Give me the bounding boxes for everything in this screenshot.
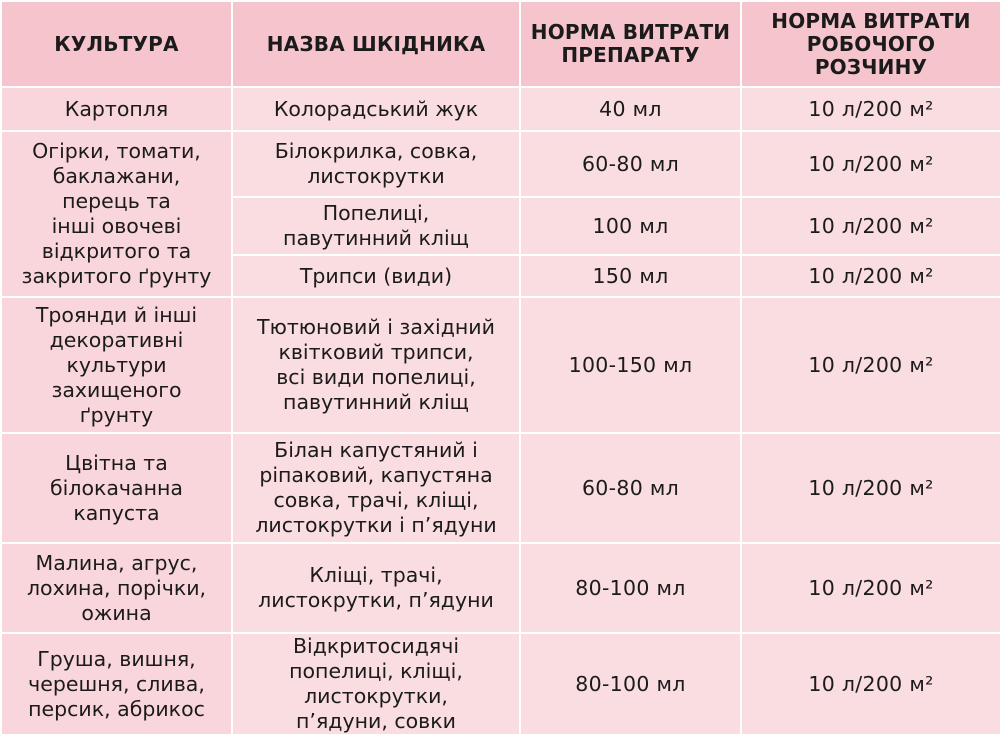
pest-cell: Тютюновий і західний квітковий трипси, всі види попелиці, павутинний кліщ — [232, 297, 520, 433]
header-solution-rate: НОРМА ВИТРАТИ РОБОЧОГО РОЗЧИНУ — [741, 1, 1000, 87]
pest-cell: Відкритосидячі попелиці, кліщі, листокрутки, п’ядуни, совки — [232, 633, 520, 735]
pest-cell: Колорадський жук — [232, 87, 520, 131]
solution-cell: 10 л/200 м² — [741, 543, 1000, 633]
crop-cell: Цвітна та білокачанна капуста — [1, 433, 232, 543]
crop-cell: Троянди й інші декоративні культури захищеного ґрунту — [1, 297, 232, 433]
rate-cell: 80-100 мл — [520, 543, 741, 633]
crop-cell: Малина, агрус, лохина, порічки, ожина — [1, 543, 232, 633]
solution-cell: 10 л/200 м² — [741, 87, 1000, 131]
header-crop: КУЛЬТУРА — [1, 1, 232, 87]
rate-cell: 80-100 мл — [520, 633, 741, 735]
pest-cell: Попелиці, павутинний кліщ — [232, 197, 520, 255]
table-row — [1, 633, 1000, 735]
pest-cell: Трипси (види) — [232, 255, 520, 297]
solution-cell: 10 л/200 м² — [741, 197, 1000, 255]
rate-cell: 100 мл — [520, 197, 741, 255]
table-row — [1, 543, 1000, 633]
pest-cell: Кліщі, трачі, листокрутки, п’ядуни — [232, 543, 520, 633]
header-pest: НАЗВА ШКІДНИКА — [232, 1, 520, 87]
pest-cell: Білокрилка, совка, листокрутки — [232, 131, 520, 197]
table-row — [1, 297, 1000, 433]
table-row — [1, 131, 1000, 197]
table-row — [1, 87, 1000, 131]
solution-cell: 10 л/200 м² — [741, 297, 1000, 433]
solution-cell: 10 л/200 м² — [741, 255, 1000, 297]
solution-cell: 10 л/200 м² — [741, 433, 1000, 543]
table-row — [1, 433, 1000, 543]
crop-cell: Картопля — [1, 87, 232, 131]
rate-cell: 60-80 мл — [520, 131, 741, 197]
solution-cell: 10 л/200 м² — [741, 633, 1000, 735]
rate-cell: 150 мл — [520, 255, 741, 297]
crop-cell: Огірки, томати, баклажани, перець та інші овочеві відкритого та закритого ґрунту — [1, 131, 232, 297]
header-row — [1, 1, 1000, 87]
rate-cell: 40 мл — [520, 87, 741, 131]
crop-cell: Груша, вишня, черешня, слива, персик, абрикос — [1, 633, 232, 735]
rate-cell: 100-150 мл — [520, 297, 741, 433]
solution-cell: 10 л/200 м² — [741, 131, 1000, 197]
rate-cell: 60-80 мл — [520, 433, 741, 543]
pest-cell: Білан капустяний і ріпаковий, капустяна совка, трачі, кліщі, листокрутки і п’ядуни — [232, 433, 520, 543]
header-product-rate: НОРМА ВИТРАТИ ПРЕПАРАТУ — [520, 1, 741, 87]
